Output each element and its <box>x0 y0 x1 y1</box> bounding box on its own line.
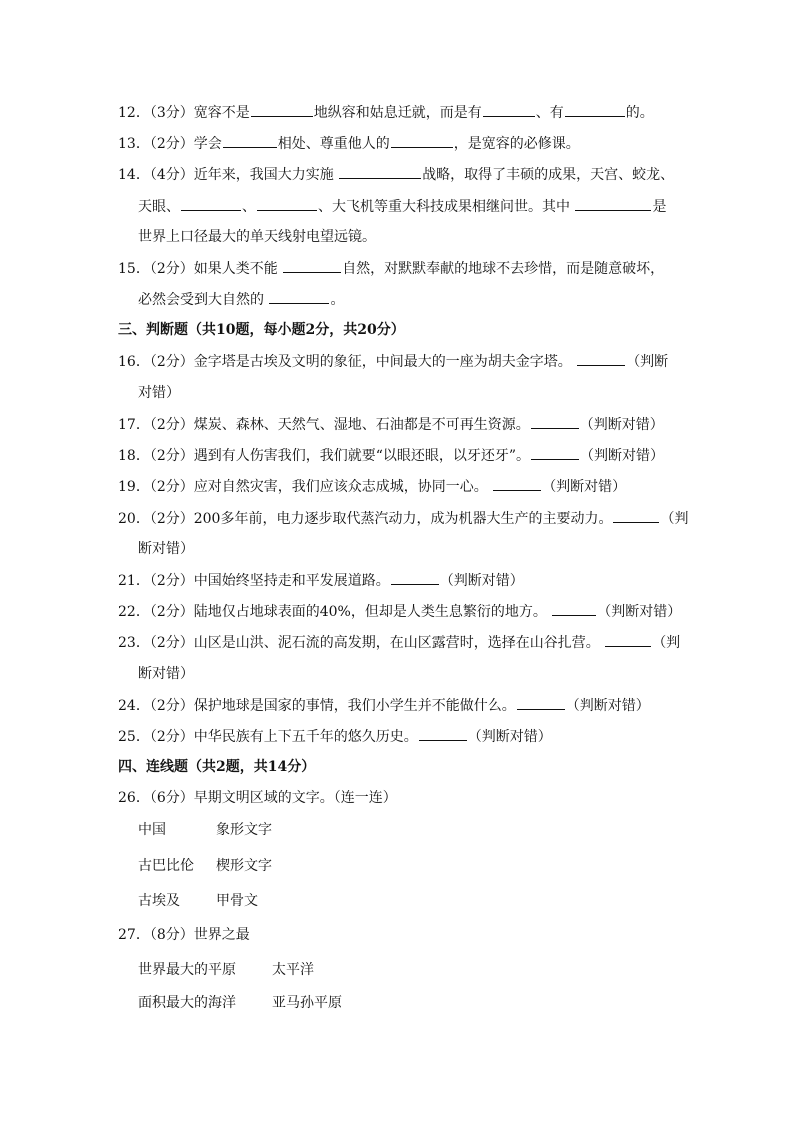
question-22 <box>118 601 681 622</box>
question-15-cont <box>138 289 344 310</box>
answer-blank[interactable] <box>565 102 625 117</box>
q24-text-a: 24．（2分）保护地球是国家的事情，我们小学生并不能做什么。 <box>118 698 516 714</box>
q23-text-b: （判 <box>652 635 681 651</box>
q20-text-c: 断对错） <box>138 541 194 557</box>
question-26: 26．（6分）早期文明区域的文字。（连一连） <box>118 790 397 806</box>
answer-blank[interactable] <box>269 289 329 304</box>
q19-text-a: 19．（2分）应对自然灾害，我们应该众志成城，协同一心。 <box>118 479 488 495</box>
q14-text-a: 14．（4分）近年来，我国大力实施 <box>118 167 334 183</box>
question-18 <box>118 445 664 466</box>
q20-text-a: 20．（2分）200多年前，电力逐步取代蒸汽动力，成为机器大生产的主要动力。 <box>118 511 613 527</box>
question-14-cont <box>138 196 666 217</box>
question-27: 27．（8分）世界之最 <box>118 927 250 943</box>
answer-blank[interactable] <box>531 414 579 429</box>
q17-text-b: （判断对错） <box>579 417 664 433</box>
matching-left-item[interactable]: 世界最大的平原 <box>138 962 236 978</box>
q19-text-b: （判断对错） <box>542 479 627 495</box>
question-13 <box>118 133 580 154</box>
answer-blank[interactable] <box>493 476 541 491</box>
q15-text-c: 必然会受到大自然的 <box>138 292 264 308</box>
question-23-cont <box>138 664 194 684</box>
answer-blank[interactable] <box>391 570 439 585</box>
matching-right-item[interactable]: 楔形文字 <box>216 858 272 874</box>
matching-left-item[interactable]: 古巴比伦 <box>138 858 194 874</box>
q25-text-b: （判断对错） <box>467 729 552 745</box>
q18-text-a: 18．（2分）遇到有人伤害我们，我们就要“以眼还眼，以牙还牙”。 <box>118 448 531 464</box>
q14-text-b: 战略，取得了丰硕的成果，天宫、蛟龙、 <box>422 167 675 183</box>
answer-blank[interactable] <box>339 164 421 179</box>
matching-right-item[interactable]: 甲骨文 <box>216 893 258 909</box>
q20-text-b: （判 <box>660 511 689 527</box>
matching-left-item[interactable]: 面积最大的海洋 <box>138 995 236 1011</box>
q12-text-a: 12．（3分）宽容不是 <box>118 105 250 121</box>
section-heading-matching: 四、连线题（共2题，共14分） <box>118 759 316 775</box>
q13-text-a: 13．（2分）学会 <box>118 136 222 152</box>
answer-blank[interactable] <box>223 133 277 148</box>
q13-text-b: 相处、尊重他人的 <box>277 136 390 152</box>
answer-blank[interactable] <box>181 196 241 211</box>
question-17 <box>118 414 664 435</box>
question-21 <box>118 570 524 591</box>
q23-text-a: 23．（2分）山区是山洪、泥石流的高发期，在山区露营时，选择在山谷扎营。 <box>118 635 600 651</box>
section-heading-true-false: 三、判断题（共10题，每小题2分，共20分） <box>118 322 405 338</box>
q24-text-b: （判断对错） <box>565 698 650 714</box>
question-20 <box>118 508 688 529</box>
question-24 <box>118 695 650 716</box>
q15-text-b: 自然，对默默奉献的地球不去珍惜，而是随意破坏， <box>342 261 665 277</box>
answer-blank[interactable] <box>283 258 341 273</box>
matching-right-item[interactable]: 亚马孙平原 <box>272 995 342 1011</box>
answer-blank[interactable] <box>391 133 453 148</box>
question-16 <box>118 351 668 372</box>
q25-text-a: 25．（2分）中华民族有上下五千年的悠久历史。 <box>118 729 418 745</box>
q21-text-a: 21．（2分）中国始终坚持走和平发展道路。 <box>118 573 390 589</box>
q14-text-c: 天眼、 <box>138 199 180 215</box>
answer-blank[interactable] <box>251 102 313 117</box>
matching-left-item[interactable]: 古埃及 <box>138 893 180 909</box>
q12-text-d: 的。 <box>625 105 654 121</box>
answer-blank[interactable] <box>257 196 317 211</box>
question-12 <box>118 102 654 123</box>
question-14-cont2 <box>138 227 376 247</box>
q14-text-f: 是 <box>652 199 667 215</box>
q12-text-b: 地纵容和姑息迁就，而是有 <box>313 105 482 121</box>
answer-blank[interactable] <box>531 445 579 460</box>
matching-left-item[interactable]: 中国 <box>138 822 166 838</box>
q13-text-c: ，是宽容的必修课。 <box>453 136 580 152</box>
q17-text-a: 17．（2分）煤炭、森林、天然气、湿地、石油都是不可再生资源。 <box>118 417 530 433</box>
answer-blank[interactable] <box>419 726 467 741</box>
q16-text-c: 对错） <box>138 385 180 401</box>
question-20-cont <box>138 539 194 559</box>
q21-text-b: （判断对错） <box>439 573 524 589</box>
q14-text-d: 、 <box>242 199 256 215</box>
question-15 <box>118 258 664 279</box>
q15-text-d: 。 <box>330 292 345 308</box>
q12-text-c: 、有 <box>535 105 564 121</box>
q14-text-e: 、大飞机等重大科技成果相继问世。其中 <box>318 199 570 215</box>
question-19 <box>118 476 626 497</box>
answer-blank[interactable] <box>577 351 625 366</box>
question-23 <box>118 632 680 653</box>
q16-text-b: （判断 <box>626 354 669 370</box>
q16-text-a: 16．（2分）金字塔是古埃及文明的象征，中间最大的一座为胡夫金字塔。 <box>118 354 572 370</box>
q22-text-b: （判断对错） <box>597 604 682 620</box>
q18-text-b: （判断对错） <box>580 448 665 464</box>
answer-blank[interactable] <box>552 601 596 616</box>
question-14 <box>118 164 674 185</box>
answer-blank[interactable] <box>575 196 651 211</box>
answer-blank[interactable] <box>517 695 565 710</box>
q23-text-c: 断对错） <box>138 666 194 682</box>
question-16-cont <box>138 383 180 403</box>
answer-blank[interactable] <box>483 102 535 117</box>
q15-text-a: 15．（2分）如果人类不能 <box>118 261 278 277</box>
q14-text-g: 世界上口径最大的单天线射电望远镜。 <box>138 229 376 245</box>
matching-right-item[interactable]: 象形文字 <box>216 822 272 838</box>
answer-blank[interactable] <box>605 632 651 647</box>
matching-right-item[interactable]: 太平洋 <box>272 962 314 978</box>
question-25 <box>118 726 552 747</box>
q22-text-a: 22．（2分）陆地仅占地球表面的40%，但却是人类生息繁衍的地方。 <box>118 604 547 620</box>
answer-blank[interactable] <box>613 508 659 523</box>
